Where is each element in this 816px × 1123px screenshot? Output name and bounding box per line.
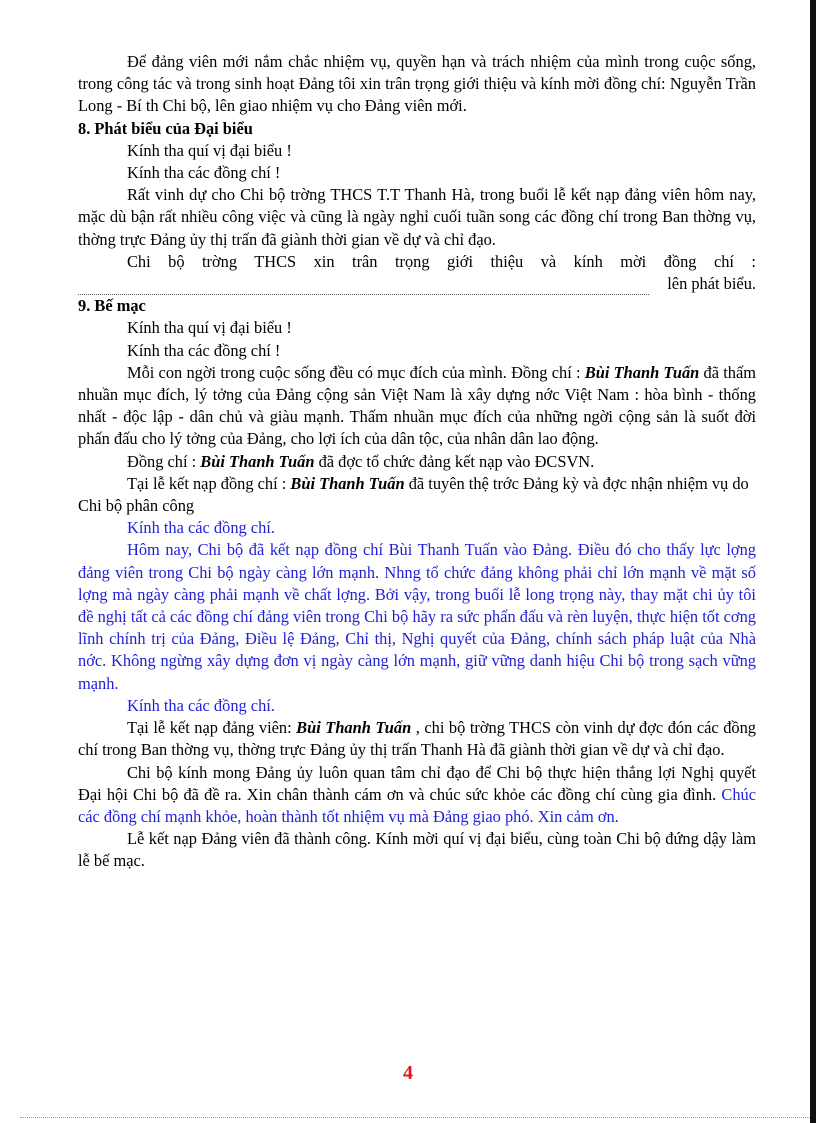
paragraph-text: Mỗi con ngời trong cuộc sống đều có mục đích của mình. Đồng chí : [127,362,585,382]
intro-paragraph: Để đảng viên mới nắm chắc nhiệm vụ, quyền hạn và trách nhiệm của mình trong cuộc sống, trong công tác và trong sinh hoạt Đảng tôi xin trân trọng giới thiệu và kính mời đồng chí: Nguyễn Trần Long - Bí th Chi bộ, lên giao nhiệm vụ cho Đảng viên mới. [78,52,756,116]
section-9-paragraph-5 [78,762,756,829]
section-9-blue-greeting-2: Kính tha các đồng chí. [127,695,275,715]
member-name: Bùi Thanh Tuấn [584,362,700,382]
paragraph-text: Tại lễ kết nạp đồng chí : [127,473,291,493]
paragraph-text-blue: Chúc các đồng chí mạnh khỏe, hoàn thành tốt nhiệm vụ mà Đảng giao phó. Xin cảm ơn. [78,784,756,826]
paragraph-text: , chi bộ trờng THCS còn vinh dự đợc đón các đồng chí trong Ban thờng vụ, thờng trực Đảng ủy thị trấn Thanh Hà đã giành thời gian về dự và chỉ đạo. [78,718,756,760]
section-9-greeting-comrades: Kính tha các đồng chí ! [127,340,281,360]
page-content [78,51,756,873]
section-9-paragraph-3 [78,473,756,517]
page-border-right [810,0,816,1123]
section-9-paragraph-2 [78,451,756,473]
paragraph-text: đã thấm nhuần mục đích, lý tởng của Đảng cộng sản Việt Nam là xây dựng nớc Việt Nam : hòa bình - thống nhất - độc lập - dân chủ và giàu mạnh. Thấm nhuần mục đích của những ngời cộng sản là suốt đời phấn đấu cho lý tởng của Đảng, cho lợi ích của dân tộc, của nhân dân lao động. [78,362,756,449]
section-8-greeting-comrades: Kính tha các đồng chí ! [127,163,281,183]
paragraph-text: đã tuyên thệ trớc Đảng kỳ và đợc nhận nhiệm vụ do Chi bộ phân công [78,473,749,516]
section-8-fill-in-line [78,273,756,295]
section-8-heading: 8. Phát biểu của Đại biểu [78,118,253,138]
section-9-paragraph-1 [78,362,756,451]
member-name: Bùi Thanh Tuấn [290,473,405,493]
paragraph-text: Đồng chí : [127,451,201,471]
section-8-paragraph-2-end: lên phát biểu. [667,274,756,294]
section-8-greeting-guests: Kính tha quí vị đại biểu ! [127,140,292,160]
page-number: 4 [403,1062,413,1084]
member-name: Bùi Thanh Tuấn [296,718,412,738]
section-9-paragraph-4 [78,717,756,761]
section-9-greeting-guests: Kính tha quí vị đại biểu ! [127,318,292,338]
section-9-blue-paragraph: Hôm nay, Chi bộ đã kết nạp đồng chí Bùi Thanh Tuấn vào Đảng. Điều đó cho thấy lực lợng đảng viên trong Chi bộ ngày càng lớn mạnh. Nhng tổ chức đảng không phải chỉ lớn mạnh về mặt số lợng mà ngày càng phải mạnh về chất lợng. Bởi vậy, trong buổi lễ long trọng này, thay mặt chi ủy tôi đề nghị tất cả các đồng chí đảng viên trong Chi bộ hãy ra sức phấn đấu và rèn luyện, thực hiện tốt cơng lĩnh chính trị của Đảng, Điều lệ Đảng, Chỉ thị, Nghị quyết của Đảng, chính sách pháp luật của Nhà nớc. Không ngừng xây dựng đơn vị ngày càng lớn mạnh, giữ vững danh hiệu Chi bộ trong sạch vững mạnh. [78,540,756,693]
paragraph-text: đã đợc tổ chức đảng kết nạp vào ĐCSVN. [314,451,595,471]
member-name: Bùi Thanh Tuấn [200,451,315,471]
section-9-heading: 9. Bế mạc [78,296,146,316]
dotted-fill-in-blank [78,282,649,295]
paragraph-text: Chi bộ kính mong Đảng ủy luôn quan tâm chỉ đạo để Chi bộ thực hiện thắng lợi Nghị quyết Đại hội Chi bộ đã đề ra. Xin chân thành cám ơn và chúc sức khỏe các đồng chí cùng gia đình. [78,762,756,804]
section-9-blue-greeting-1: Kính tha các đồng chí. [127,518,275,538]
page-border-bottom [20,1117,810,1118]
section-9-paragraph-6: Lễ kết nạp Đảng viên đã thành công. Kính mời quí vị đại biểu, cùng toàn Chi bộ đứng dậy làm lễ bế mạc. [78,829,756,871]
paragraph-text: Tại lễ kết nạp đảng viên: [127,718,297,738]
section-8-paragraph-1: Rất vinh dự cho Chi bộ trờng THCS T.T Thanh Hà, trong buổi lễ kết nạp đảng viên hôm nay, mặc dù bận rất nhiều công việc và cũng là ngày nghỉ cuối tuần song các đồng chí trong Ban thờng vụ, thờng trực Đảng ủy thị trấn đã giành thời gian về dự và chỉ đạo. [78,185,756,249]
section-8-paragraph-2: Chi bộ trờng THCS xin trân trọng giới thiệu và kính mời đồng chí : [127,251,756,271]
